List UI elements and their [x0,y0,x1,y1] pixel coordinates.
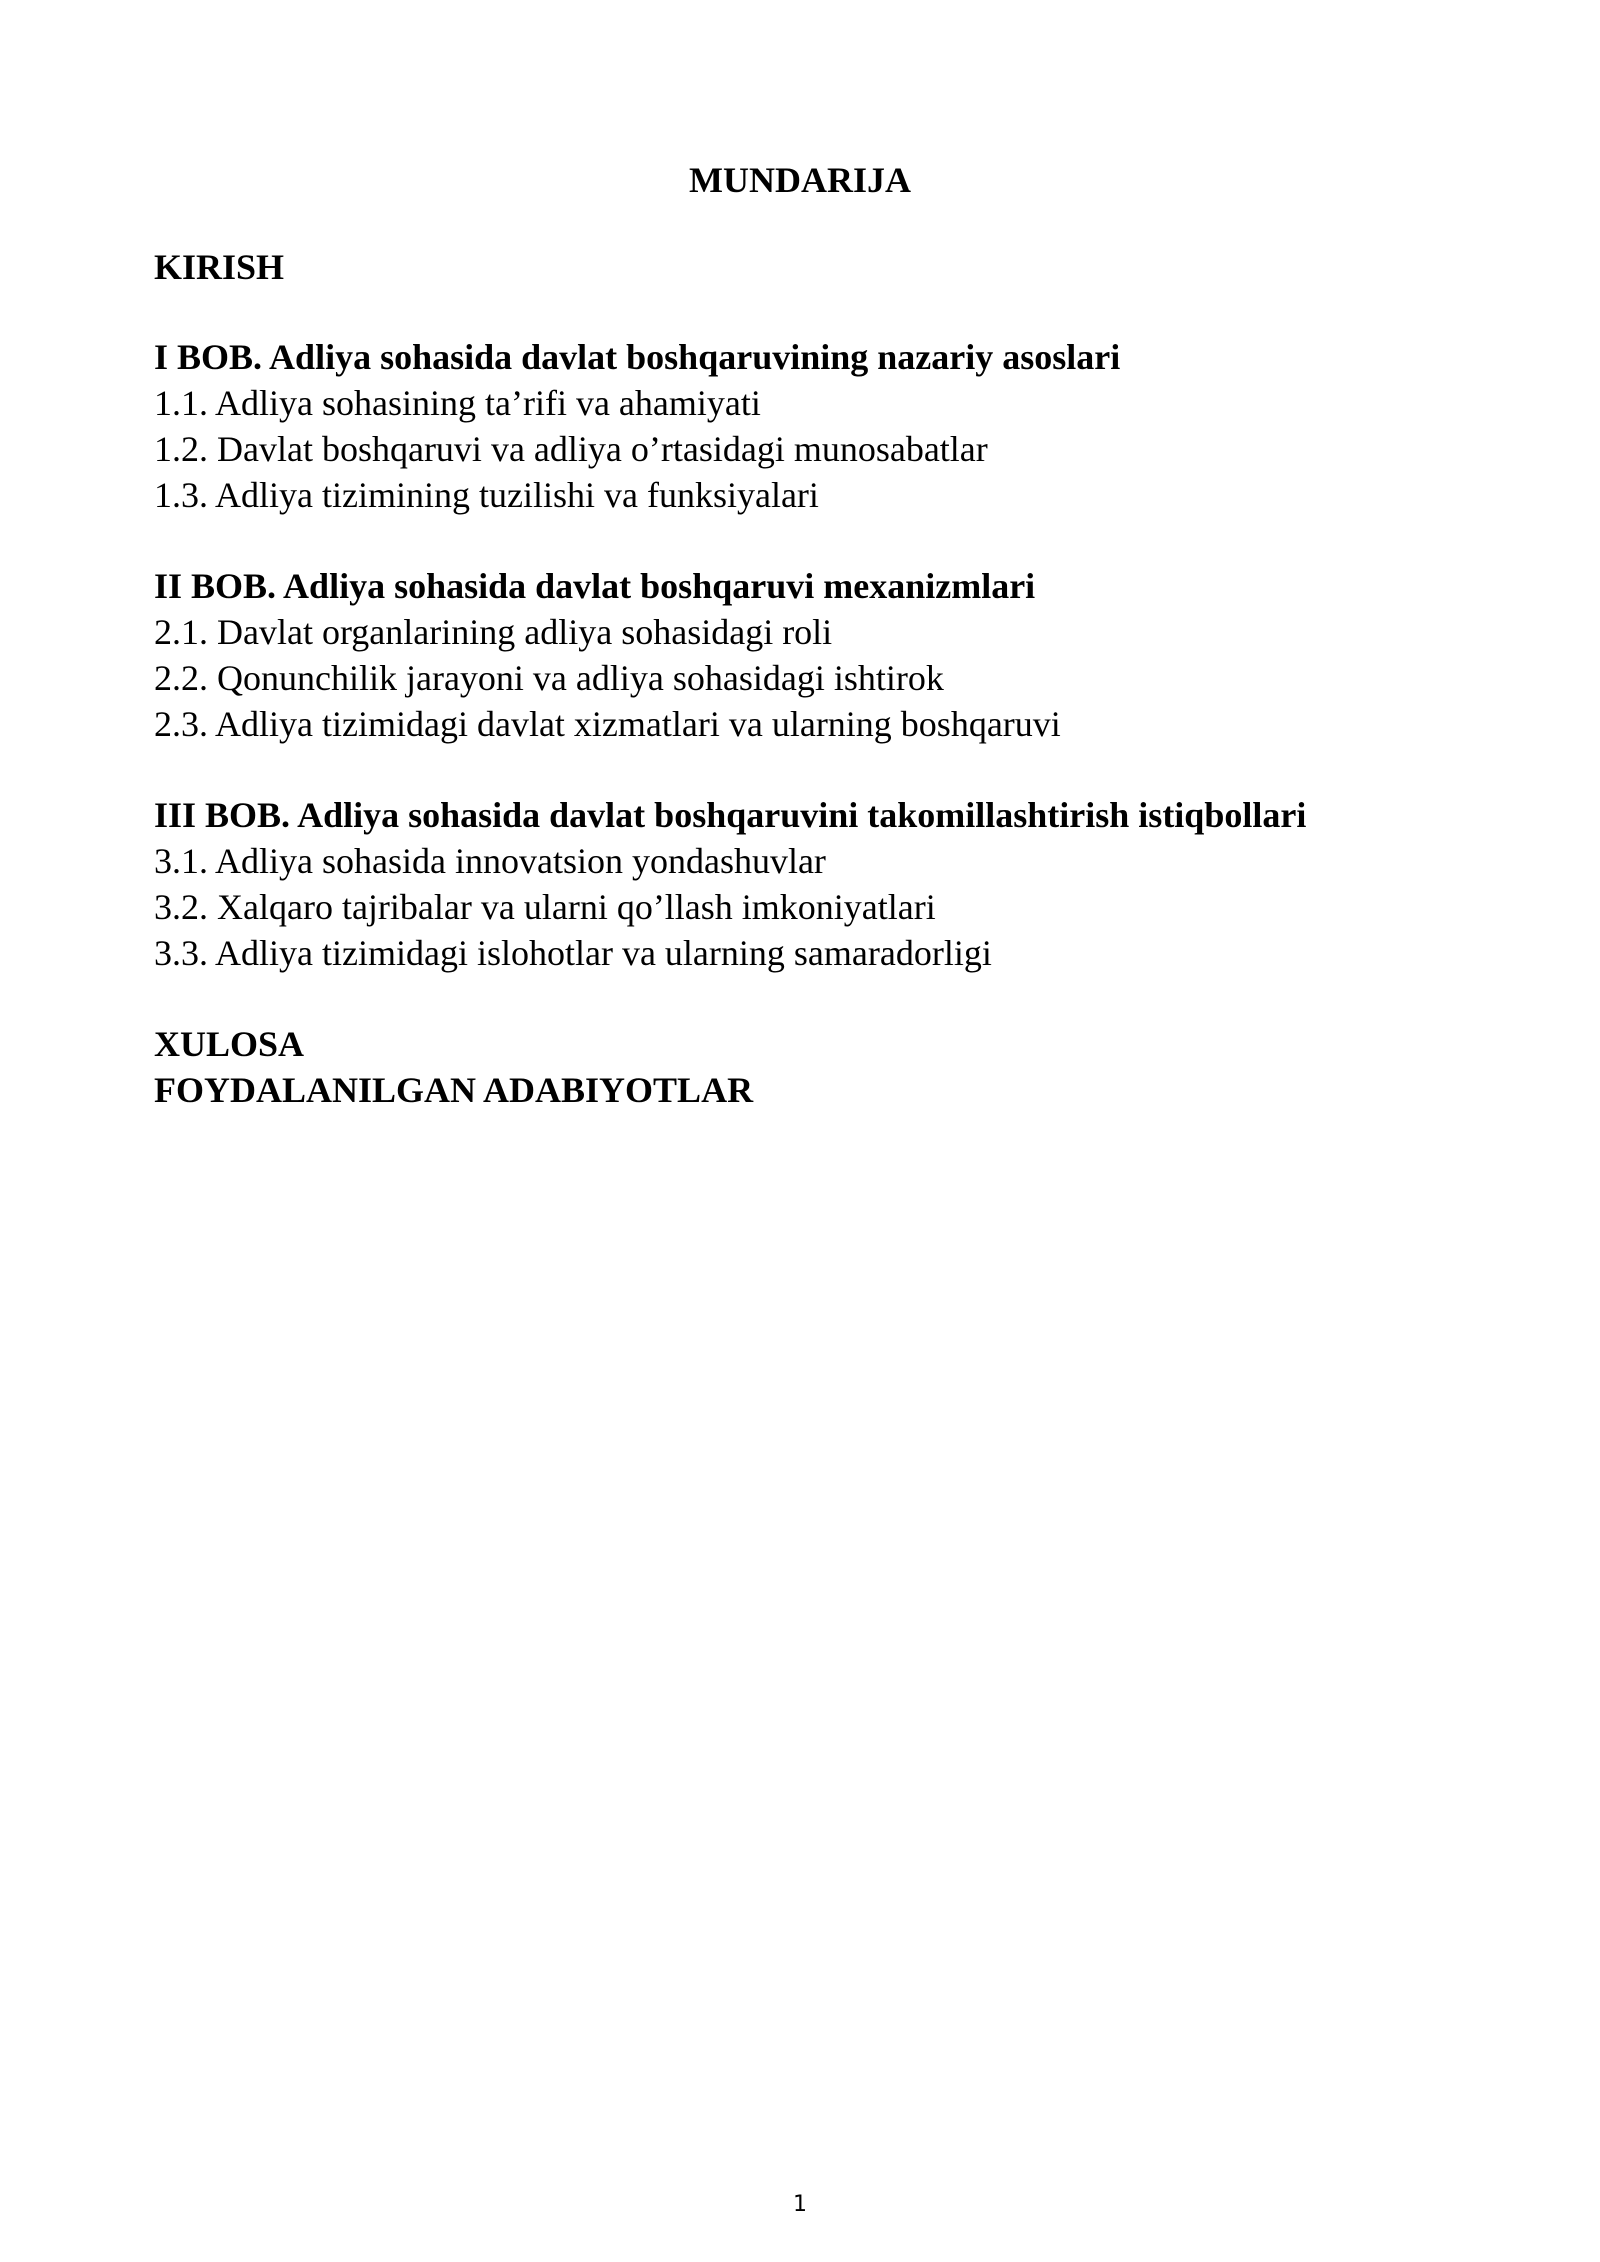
chapter-3-heading: III BOB. Adliya sohasida davlat boshqaruvini takomillashtirish istiqbollari [154,795,1307,835]
chapter-3-section-1: 3.1. Adliya sohasida innovatsion yondashuvlar [154,841,826,881]
chapter-3-section-3: 3.3. Adliya tizimidagi islohotlar va ularning samaradorligi [154,933,992,973]
toc-intro: KIRISH [154,247,285,287]
chapter-2-section-2: 2.2. Qonunchilik jarayoni va adliya sohasidagi ishtirok [154,658,944,698]
chapter-3-section-2: 3.2. Xalqaro tajribalar va ularni qo’llash imkoniyatlari [154,887,936,927]
chapter-1-section-2: 1.2. Davlat boshqaruvi va adliya o’rtasidagi munosabatlar [154,429,988,469]
chapter-1-heading: I BOB. Adliya sohasida davlat boshqaruvining nazariy asoslari [154,337,1121,377]
chapter-2-heading: II BOB. Adliya sohasida davlat boshqaruvi mexanizmlari [154,566,1036,606]
page-title: MUNDARIJA [689,160,911,200]
chapter-1-section-1: 1.1. Adliya sohasining ta’rifi va ahamiyati [154,383,761,423]
page-number: 1 [793,2192,807,2217]
chapter-2-section-1: 2.1. Davlat organlarining adliya sohasidagi roli [154,612,833,652]
chapter-2-section-3: 2.3. Adliya tizimidagi davlat xizmatlari va ularning boshqaruvi [154,704,1061,744]
toc-conclusion: XULOSA [154,1024,305,1064]
chapter-1-section-3: 1.3. Adliya tizimining tuzilishi va funksiyalari [154,475,819,515]
toc-references: FOYDALANILGAN ADABIYOTLAR [154,1070,754,1110]
